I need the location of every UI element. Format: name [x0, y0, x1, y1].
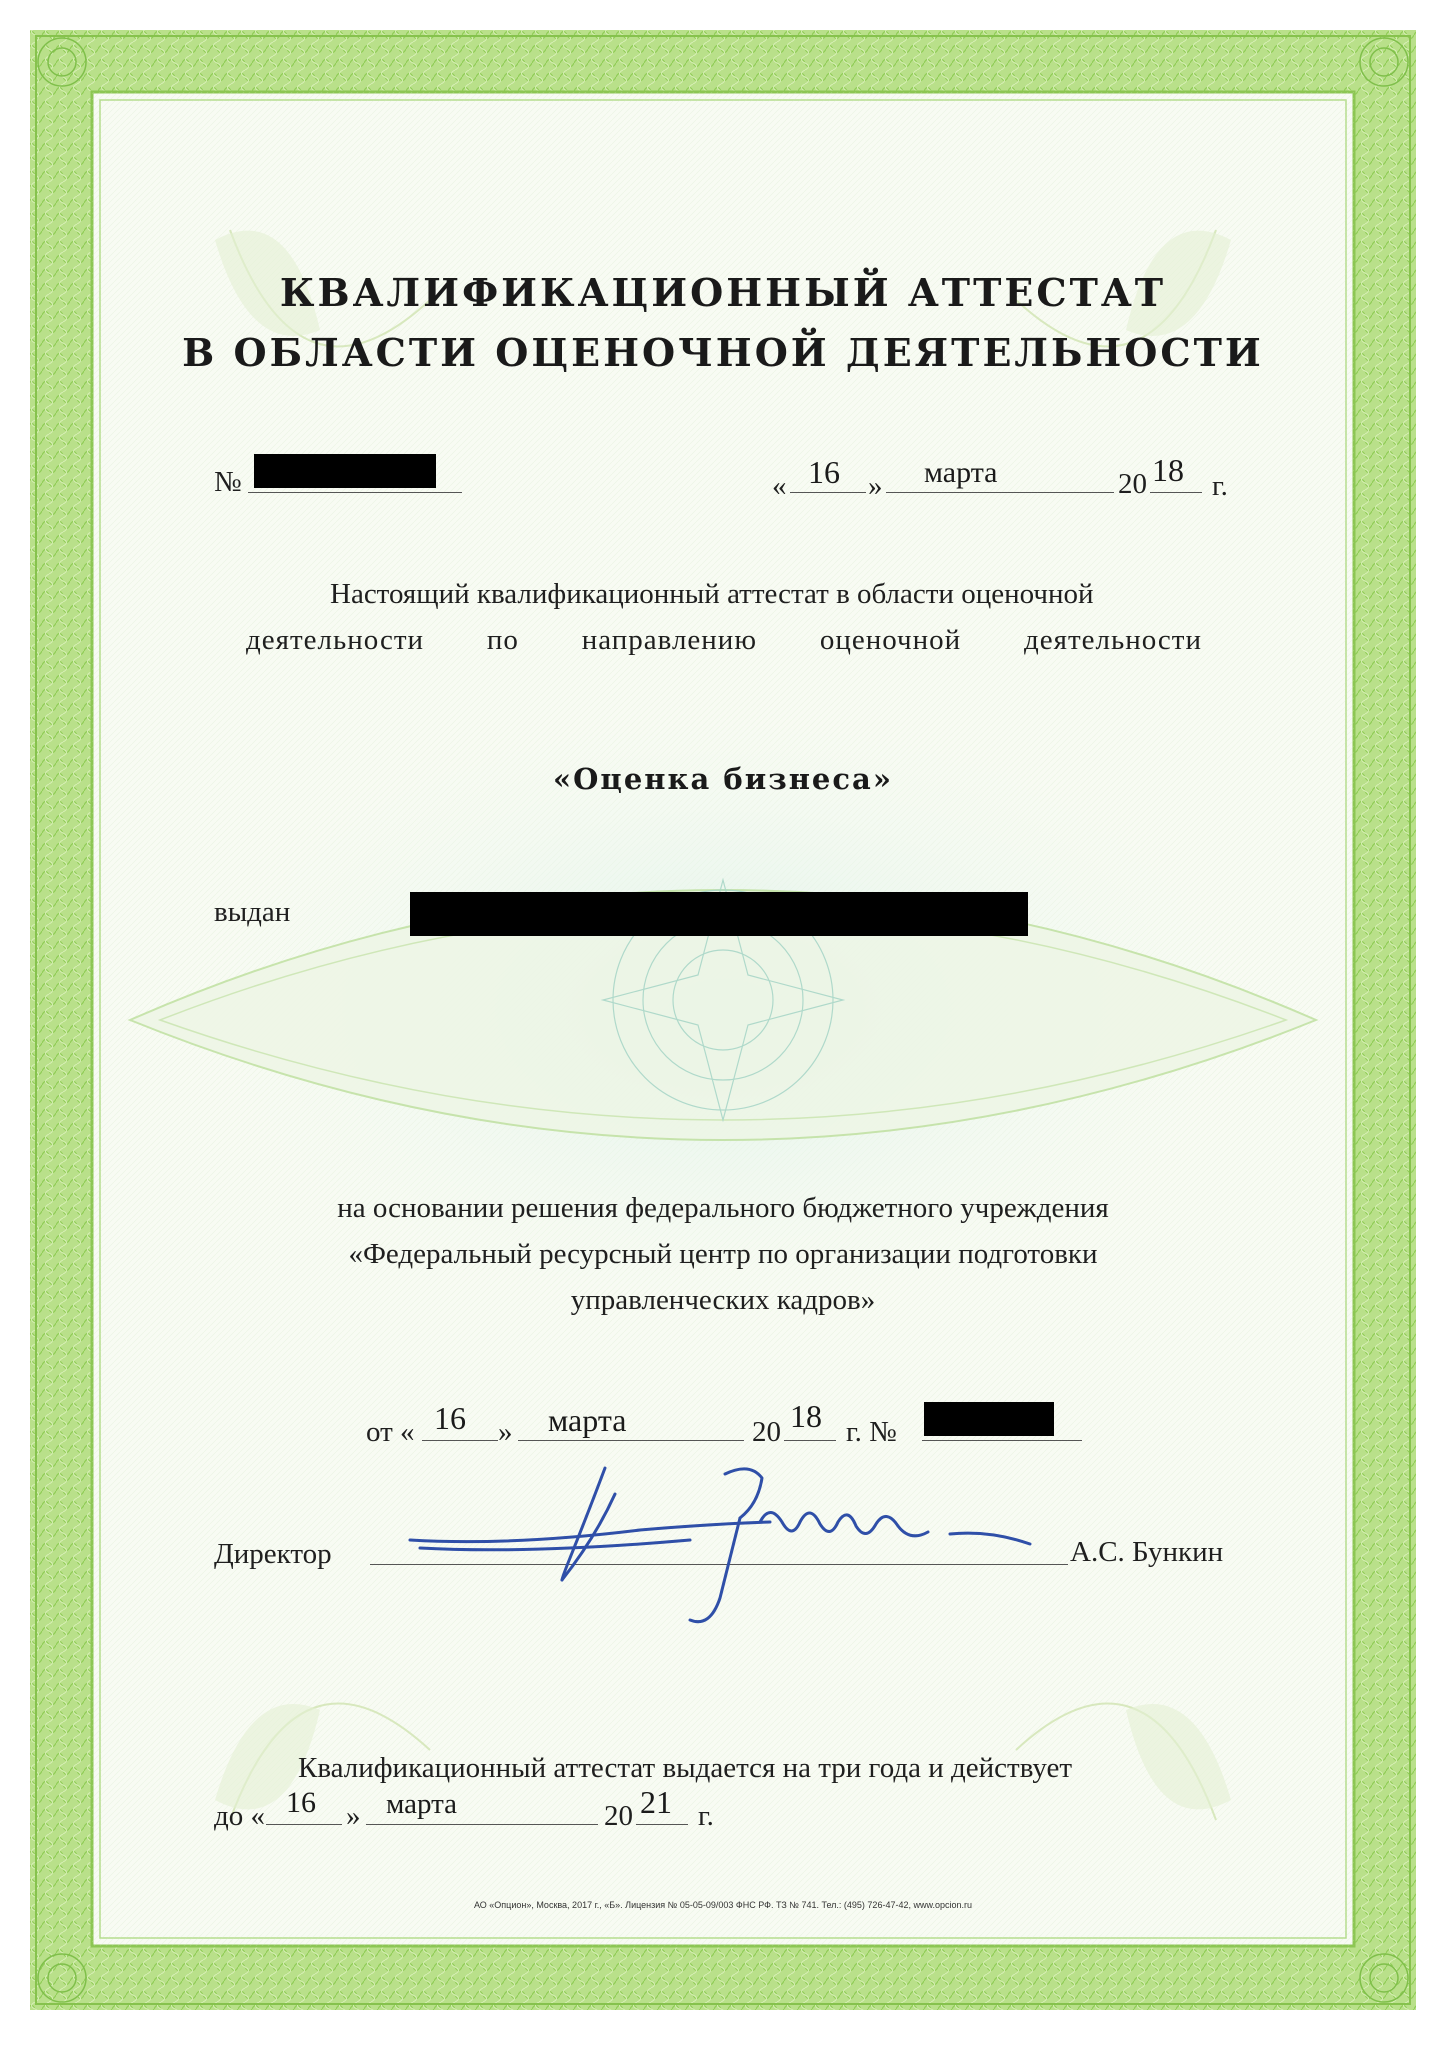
decision-number-label: г. №	[846, 1416, 897, 1448]
basis-line-3: управленческих кадров»	[570, 1284, 876, 1316]
decision-day-underline	[422, 1440, 498, 1441]
decision-day: 16	[434, 1400, 466, 1436]
handwritten-signature	[390, 1448, 1090, 1638]
title-line-1: КВАЛИФИКАЦИОННЫЙ АТТЕСТАТ	[279, 270, 1167, 315]
date-day-underline	[790, 492, 866, 493]
date-month-underline	[886, 492, 1114, 493]
basis-line-2: «Федеральный ресурсный центр по организации подготовки	[348, 1238, 1098, 1270]
decision-month-underline	[518, 1440, 744, 1441]
date-day: 16	[808, 454, 840, 490]
valid-year-unit: г.	[698, 1800, 714, 1832]
decision-year-underline	[784, 1440, 836, 1441]
redacted-decision-number	[924, 1402, 1054, 1436]
decision-close-quote: »	[498, 1416, 513, 1448]
valid-month-underline	[366, 1824, 598, 1825]
valid-close-quote: »	[346, 1800, 361, 1832]
decision-number-underline	[922, 1440, 1082, 1441]
validity-line: Квалификационный аттестат выдается на три года и действует	[298, 1752, 1073, 1784]
intro-line-2: деятельности по направлению оценочной деятельности	[246, 624, 1202, 656]
issued-label: выдан	[214, 896, 291, 928]
valid-day-underline	[266, 1824, 342, 1825]
valid-until-month: марта	[386, 1788, 458, 1820]
title-line-2: В ОБЛАСТИ ОЦЕНОЧНОЙ ДЕЯТЕЛЬНОСТИ	[182, 330, 1264, 375]
director-name: А.С. Бункин	[1070, 1536, 1224, 1568]
printer-info: АО «Опцион», Москва, 2017 г., «Б». Лицензия № 05-05-09/003 ФНС РФ. ТЗ № 741. Тел.: (495) 726-47-42, www.opcion.ru	[473, 1900, 972, 1910]
date-open-quote: «	[772, 470, 787, 502]
date-year-unit: г.	[1212, 470, 1228, 502]
redacted-number	[254, 454, 436, 488]
assessment-direction: «Оценка бизнеса»	[553, 762, 893, 796]
date-year-underline	[1150, 492, 1202, 493]
valid-year-underline	[636, 1824, 688, 1825]
decision-month: марта	[548, 1402, 627, 1438]
director-label: Директор	[214, 1538, 332, 1570]
valid-until-label: до «	[214, 1800, 266, 1832]
valid-year-prefix: 20	[604, 1800, 633, 1832]
intro-line-1: Настоящий квалификационный аттестат в области оценочной	[330, 578, 1094, 610]
valid-until-year-suffix: 21	[640, 1784, 672, 1820]
number-sign: №	[214, 466, 242, 498]
date-year-prefix: 20	[1118, 468, 1147, 500]
decision-from-label: от «	[366, 1416, 415, 1448]
date-month: марта	[924, 456, 998, 489]
date-close-quote: »	[868, 470, 883, 502]
decision-year-prefix: 20	[752, 1416, 781, 1448]
valid-until-day: 16	[286, 1786, 316, 1819]
redacted-recipient-name	[410, 892, 1028, 936]
decision-year-suffix: 18	[790, 1398, 822, 1434]
number-underline	[248, 492, 462, 493]
date-year-suffix: 18	[1152, 452, 1184, 488]
basis-line-1: на основании решения федерального бюджетного учреждения	[337, 1192, 1109, 1224]
